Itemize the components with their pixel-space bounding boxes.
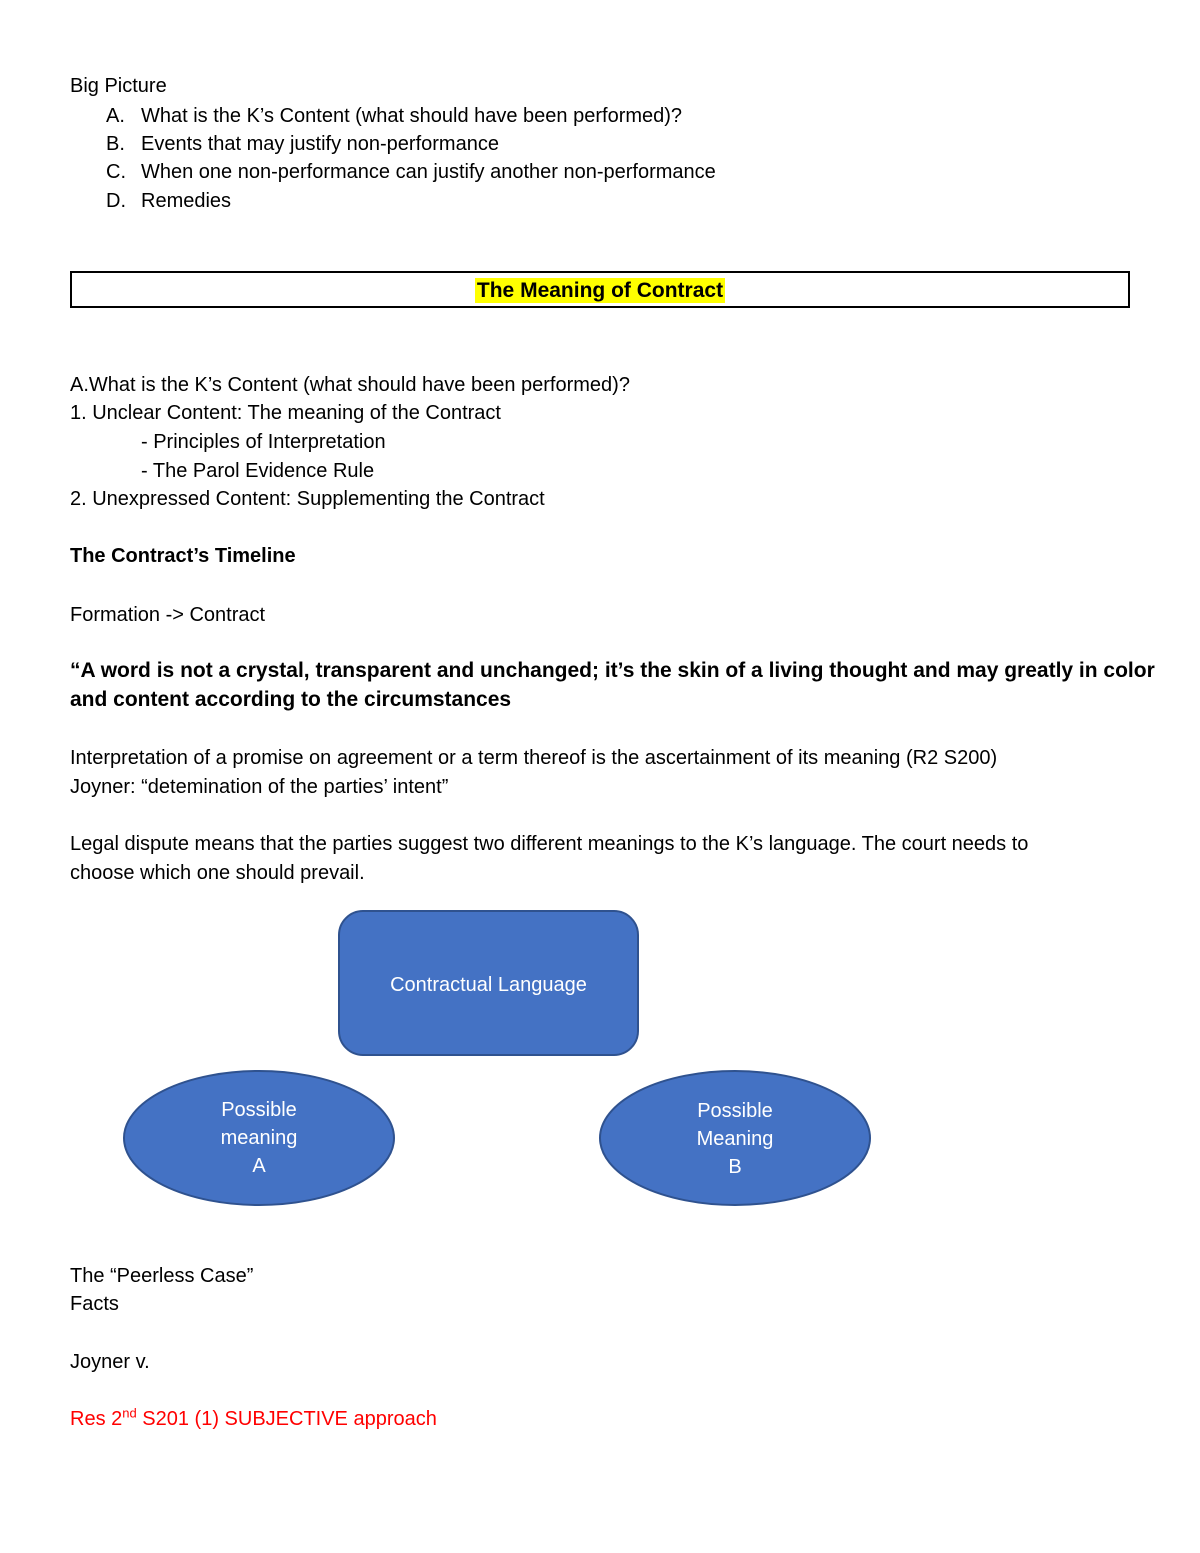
case-joyner: Joyner v.: [70, 1351, 150, 1373]
outline-heading: A.What is the K’s Content (what should have been performed)?: [70, 374, 630, 396]
timeline-flow: Formation -> Contract: [70, 604, 266, 626]
list-text: Events that may justify non-performance: [141, 133, 499, 155]
restatement-prefix: Res 2: [70, 1408, 123, 1430]
list-letter: A.: [106, 105, 125, 127]
list-text: What is the K’s Content (what should have been performed)?: [141, 105, 683, 127]
interpretation-line-2: Joyner: “detemination of the parties’ intent”: [70, 776, 449, 798]
case-title: The “Peerless Case”: [70, 1265, 254, 1287]
shape-text-line: Meaning: [696, 1128, 774, 1150]
list-letter: D.: [106, 190, 126, 212]
dispute-line-2: choose which one should prevail.: [70, 862, 365, 884]
possible-meaning-b-label: [635, 1097, 835, 1181]
list-letter: B.: [106, 133, 125, 155]
interpretation-line-1: Interpretation of a promise on agreement or a term thereof is the ascertainment of its meaning (R2 S200): [70, 747, 998, 769]
outline-sub-2: - The Parol Evidence Rule: [141, 460, 375, 482]
quote-line-1: “A word is not a crystal, transparent and unchanged; it’s the skin of a living thought and may greatly in color: [70, 659, 1155, 682]
list-text: Remedies: [141, 190, 232, 212]
case-facts: Facts: [70, 1293, 119, 1315]
list-text: When one non-performance can justify another non-performance: [141, 161, 716, 183]
shape-text-line: B: [728, 1156, 742, 1178]
big-picture-heading: Big Picture: [70, 75, 167, 97]
restatement-line: [70, 1405, 437, 1433]
contractual-language-label: Contractual Language: [390, 974, 587, 996]
outline-item-1: 1. Unclear Content: The meaning of the Contract: [70, 402, 501, 424]
section-title: The Meaning of Contract: [476, 279, 724, 302]
list-letter: C.: [106, 161, 126, 183]
quote-line-2: and content according to the circumstances: [70, 688, 512, 711]
restatement-suffix: S201 (1) SUBJECTIVE approach: [136, 1408, 437, 1430]
shape-text-line: Possible: [221, 1099, 297, 1121]
outline-item-2: 2. Unexpressed Content: Supplementing the Contract: [70, 488, 545, 510]
restatement-superscript: nd: [122, 1405, 137, 1421]
shape-text-line: meaning: [220, 1127, 298, 1149]
timeline-heading: The Contract’s Timeline: [70, 545, 296, 567]
dispute-line-1: Legal dispute means that the parties suggest two different meanings to the K’s language. The court needs to: [70, 833, 1029, 855]
shape-text-line: Possible: [697, 1100, 773, 1122]
possible-meaning-a-label: [159, 1096, 359, 1180]
shape-text-line: A: [252, 1155, 266, 1177]
outline-sub-1: - Principles of Interpretation: [141, 431, 386, 453]
